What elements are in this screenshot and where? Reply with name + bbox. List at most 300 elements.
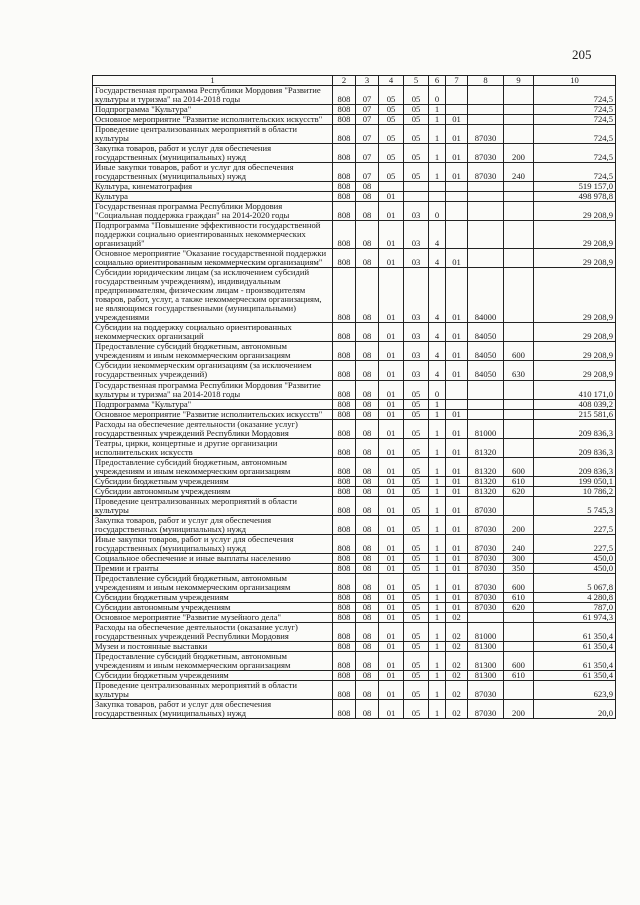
- cell-ministry: 808: [333, 202, 356, 221]
- cell-section: 08: [356, 361, 379, 380]
- cell-section: 08: [356, 182, 379, 192]
- cell-section: 08: [356, 486, 379, 496]
- table-row: [93, 399, 616, 409]
- cell-section: 08: [356, 563, 379, 573]
- cell-description: Государственная программа Республики Мордовия "Социальная поддержка граждан" на 2014-2020 годы: [93, 202, 333, 221]
- cell-activity: 01: [446, 553, 468, 563]
- cell-activity: [446, 86, 468, 105]
- cell-direction: 81320: [468, 438, 504, 457]
- cell-direction: [468, 115, 504, 125]
- cell-description: Субсидии автономным учреждениям: [93, 602, 333, 612]
- cell-ministry: 808: [333, 602, 356, 612]
- cell-description: Предоставление субсидий бюджетным, автономным учреждениям и иным некоммерческим организациям: [93, 651, 333, 670]
- budget-table: [92, 75, 616, 719]
- cell-program: 05: [404, 457, 429, 476]
- cell-description: Основное мероприятие "Развитие музейного дела": [93, 612, 333, 622]
- cell-activity: 01: [446, 163, 468, 182]
- cell-direction: 84050: [468, 342, 504, 361]
- cell-program: 05: [404, 380, 429, 399]
- cell-activity: [446, 380, 468, 399]
- table-row: [93, 592, 616, 602]
- cell-subprogram: [429, 182, 446, 192]
- cell-expense-type: [504, 438, 534, 457]
- cell-expense-type: 200: [504, 515, 534, 534]
- cell-amount: 787,0: [534, 602, 616, 612]
- cell-ministry: 808: [333, 163, 356, 182]
- cell-program: 05: [404, 409, 429, 419]
- cell-section: 08: [356, 380, 379, 399]
- cell-program: 03: [404, 202, 429, 221]
- cell-subsection: 01: [379, 409, 404, 419]
- col-header: 9: [504, 76, 534, 86]
- cell-direction: 87030: [468, 592, 504, 602]
- cell-direction: 81320: [468, 486, 504, 496]
- cell-program: 05: [404, 115, 429, 125]
- cell-subsection: 05: [379, 86, 404, 105]
- cell-direction: [468, 221, 504, 249]
- cell-direction: 81300: [468, 641, 504, 651]
- cell-program: 05: [404, 700, 429, 719]
- table-row: [93, 192, 616, 202]
- cell-amount: 209 836,3: [534, 457, 616, 476]
- cell-ministry: 808: [333, 476, 356, 486]
- col-header: 1: [93, 76, 333, 86]
- cell-subprogram: 1: [429, 680, 446, 699]
- cell-ministry: 808: [333, 496, 356, 515]
- cell-expense-type: [504, 419, 534, 438]
- cell-expense-type: [504, 125, 534, 144]
- cell-amount: 450,0: [534, 563, 616, 573]
- cell-amount: 4 280,8: [534, 592, 616, 602]
- cell-amount: 5 067,8: [534, 573, 616, 592]
- cell-direction: 81000: [468, 419, 504, 438]
- cell-activity: 01: [446, 515, 468, 534]
- cell-program: 05: [404, 105, 429, 115]
- cell-expense-type: [504, 496, 534, 515]
- cell-section: 08: [356, 268, 379, 323]
- cell-activity: [446, 221, 468, 249]
- cell-subsection: 01: [379, 323, 404, 342]
- cell-subsection: 01: [379, 622, 404, 641]
- cell-activity: [446, 105, 468, 115]
- cell-activity: 01: [446, 563, 468, 573]
- cell-amount: 29 208,9: [534, 361, 616, 380]
- cell-description: Субсидии бюджетным учреждениям: [93, 670, 333, 680]
- cell-activity: 01: [446, 115, 468, 125]
- cell-section: 08: [356, 496, 379, 515]
- cell-amount: 5 745,3: [534, 496, 616, 515]
- cell-program: 03: [404, 249, 429, 268]
- cell-description: Подпрограмма "Повышение эффективности государственной поддержки социально ориентированных некоммерческих организаций": [93, 221, 333, 249]
- cell-ministry: 808: [333, 457, 356, 476]
- cell-direction: 87030: [468, 534, 504, 553]
- cell-subsection: 01: [379, 438, 404, 457]
- table-row: [93, 641, 616, 651]
- cell-expense-type: 600: [504, 457, 534, 476]
- cell-activity: 01: [446, 592, 468, 602]
- cell-description: Проведение централизованных мероприятий в области культуры: [93, 680, 333, 699]
- table-row: [93, 602, 616, 612]
- cell-direction: 87030: [468, 553, 504, 563]
- cell-program: 05: [404, 553, 429, 563]
- cell-expense-type: [504, 409, 534, 419]
- cell-subsection: 01: [379, 592, 404, 602]
- cell-ministry: 808: [333, 641, 356, 651]
- cell-subsection: 01: [379, 399, 404, 409]
- cell-ministry: 808: [333, 105, 356, 115]
- cell-ministry: 808: [333, 563, 356, 573]
- cell-amount: 724,5: [534, 115, 616, 125]
- cell-section: 08: [356, 202, 379, 221]
- table-row: [93, 612, 616, 622]
- cell-description: Субсидии автономным учреждениям: [93, 486, 333, 496]
- cell-section: 08: [356, 323, 379, 342]
- cell-subprogram: [429, 192, 446, 202]
- cell-subsection: 01: [379, 202, 404, 221]
- cell-amount: 61 974,3: [534, 612, 616, 622]
- cell-subprogram: 1: [429, 476, 446, 486]
- cell-description: Музеи и постоянные выставки: [93, 641, 333, 651]
- cell-activity: 01: [446, 496, 468, 515]
- table-row: [93, 670, 616, 680]
- cell-ministry: 808: [333, 115, 356, 125]
- cell-activity: 01: [446, 476, 468, 486]
- cell-subprogram: 1: [429, 553, 446, 563]
- cell-program: [404, 182, 429, 192]
- cell-expense-type: 630: [504, 361, 534, 380]
- cell-section: 08: [356, 573, 379, 592]
- cell-program: 05: [404, 622, 429, 641]
- cell-activity: 01: [446, 268, 468, 323]
- cell-section: 08: [356, 399, 379, 409]
- cell-ministry: 808: [333, 268, 356, 323]
- cell-direction: [468, 86, 504, 105]
- cell-subprogram: 1: [429, 438, 446, 457]
- table-row: [93, 268, 616, 323]
- cell-ministry: 808: [333, 553, 356, 563]
- cell-subsection: 01: [379, 457, 404, 476]
- cell-subprogram: 1: [429, 457, 446, 476]
- table-row: [93, 409, 616, 419]
- cell-subprogram: 0: [429, 380, 446, 399]
- cell-amount: 29 208,9: [534, 268, 616, 323]
- cell-section: 08: [356, 670, 379, 680]
- cell-direction: 84050: [468, 361, 504, 380]
- cell-expense-type: 300: [504, 553, 534, 563]
- cell-subprogram: 1: [429, 409, 446, 419]
- cell-description: Основное мероприятие "Развитие исполнительских искусств": [93, 115, 333, 125]
- cell-activity: 01: [446, 457, 468, 476]
- table-row: [93, 202, 616, 221]
- cell-direction: 87030: [468, 563, 504, 573]
- cell-subsection: 01: [379, 670, 404, 680]
- cell-expense-type: [504, 105, 534, 115]
- table-row: [93, 553, 616, 563]
- cell-ministry: 808: [333, 399, 356, 409]
- cell-ministry: 808: [333, 573, 356, 592]
- cell-direction: [468, 202, 504, 221]
- cell-amount: 227,5: [534, 515, 616, 534]
- table-row: [93, 163, 616, 182]
- cell-subsection: 01: [379, 651, 404, 670]
- cell-subsection: 01: [379, 553, 404, 563]
- cell-program: 05: [404, 573, 429, 592]
- cell-subsection: 05: [379, 105, 404, 115]
- cell-description: Иные закупки товаров, работ и услуг для обеспечения государственных (муниципальных) нужд: [93, 163, 333, 182]
- cell-description: Премии и гранты: [93, 563, 333, 573]
- table-row: [93, 342, 616, 361]
- cell-ministry: 808: [333, 249, 356, 268]
- cell-program: 05: [404, 534, 429, 553]
- cell-description: Культура, кинематография: [93, 182, 333, 192]
- cell-ministry: 808: [333, 342, 356, 361]
- cell-program: 05: [404, 651, 429, 670]
- cell-expense-type: [504, 323, 534, 342]
- cell-amount: 519 157,0: [534, 182, 616, 192]
- cell-expense-type: 350: [504, 563, 534, 573]
- cell-description: Основное мероприятие "Оказание государственной поддержки социально ориентированным некоммерческим организациям": [93, 249, 333, 268]
- cell-activity: 01: [446, 125, 468, 144]
- cell-program: 05: [404, 486, 429, 496]
- cell-program: 05: [404, 144, 429, 163]
- cell-program: 05: [404, 125, 429, 144]
- budget-table-container: [92, 75, 615, 719]
- cell-expense-type: [504, 612, 534, 622]
- cell-program: [404, 192, 429, 202]
- cell-expense-type: [504, 182, 534, 192]
- cell-activity: 01: [446, 602, 468, 612]
- cell-description: Расходы на обеспечение деятельности (оказание услуг) государственных учреждений Республики Мордовия: [93, 419, 333, 438]
- cell-amount: 498 978,8: [534, 192, 616, 202]
- cell-program: 05: [404, 592, 429, 602]
- table-row: [93, 380, 616, 399]
- cell-expense-type: [504, 192, 534, 202]
- cell-description: Государственная программа Республики Мордовия "Развитие культуры и туризма" на 2014-2018 годы: [93, 86, 333, 105]
- cell-description: Закупка товаров, работ и услуг для обеспечения государственных (муниципальных) нужд: [93, 700, 333, 719]
- cell-program: 05: [404, 670, 429, 680]
- table-row: [93, 249, 616, 268]
- cell-direction: 87030: [468, 496, 504, 515]
- cell-subprogram: 1: [429, 486, 446, 496]
- cell-ministry: 808: [333, 651, 356, 670]
- cell-expense-type: [504, 622, 534, 641]
- cell-section: 08: [356, 419, 379, 438]
- cell-section: 07: [356, 105, 379, 115]
- cell-amount: 61 350,4: [534, 622, 616, 641]
- cell-program: 05: [404, 563, 429, 573]
- cell-section: 08: [356, 641, 379, 651]
- cell-ministry: 808: [333, 323, 356, 342]
- cell-expense-type: 200: [504, 144, 534, 163]
- cell-direction: [468, 409, 504, 419]
- cell-program: 05: [404, 496, 429, 515]
- cell-section: 08: [356, 700, 379, 719]
- cell-subsection: 05: [379, 115, 404, 125]
- cell-subprogram: 1: [429, 670, 446, 680]
- cell-direction: 87030: [468, 515, 504, 534]
- cell-description: Подпрограмма "Культура": [93, 105, 333, 115]
- cell-amount: 29 208,9: [534, 249, 616, 268]
- cell-program: 05: [404, 515, 429, 534]
- cell-direction: 87030: [468, 163, 504, 182]
- cell-subprogram: 0: [429, 202, 446, 221]
- table-row: [93, 622, 616, 641]
- cell-description: Предоставление субсидий бюджетным, автономным учреждениям и иным некоммерческим организациям: [93, 573, 333, 592]
- cell-amount: 61 350,4: [534, 641, 616, 651]
- cell-amount: 61 350,4: [534, 670, 616, 680]
- cell-subprogram: 1: [429, 612, 446, 622]
- cell-activity: [446, 182, 468, 192]
- table-row: [93, 323, 616, 342]
- cell-amount: 10 786,2: [534, 486, 616, 496]
- cell-description: Театры, цирки, концертные и другие организации исполнительских искусств: [93, 438, 333, 457]
- cell-amount: 61 350,4: [534, 651, 616, 670]
- cell-amount: 20,0: [534, 700, 616, 719]
- cell-subsection: 01: [379, 361, 404, 380]
- cell-ministry: 808: [333, 361, 356, 380]
- cell-description: Субсидии на поддержку социально ориентированных некоммерческих организаций: [93, 323, 333, 342]
- cell-subsection: 01: [379, 249, 404, 268]
- cell-ministry: 808: [333, 419, 356, 438]
- cell-subprogram: 1: [429, 115, 446, 125]
- cell-expense-type: [504, 115, 534, 125]
- cell-amount: 227,5: [534, 534, 616, 553]
- cell-subsection: 01: [379, 496, 404, 515]
- cell-direction: [468, 192, 504, 202]
- cell-ministry: 808: [333, 680, 356, 699]
- cell-amount: 623,9: [534, 680, 616, 699]
- cell-amount: 724,5: [534, 144, 616, 163]
- table-row: [93, 651, 616, 670]
- cell-subsection: 01: [379, 476, 404, 486]
- cell-section: 08: [356, 515, 379, 534]
- cell-subprogram: 1: [429, 125, 446, 144]
- cell-subsection: 01: [379, 680, 404, 699]
- cell-section: 08: [356, 221, 379, 249]
- cell-subsection: 01: [379, 641, 404, 651]
- cell-activity: 02: [446, 622, 468, 641]
- cell-ministry: 808: [333, 612, 356, 622]
- cell-direction: [468, 105, 504, 115]
- cell-amount: 29 208,9: [534, 323, 616, 342]
- cell-activity: 01: [446, 144, 468, 163]
- cell-activity: 01: [446, 323, 468, 342]
- cell-expense-type: [504, 221, 534, 249]
- cell-ministry: 808: [333, 221, 356, 249]
- col-header: 10: [534, 76, 616, 86]
- cell-expense-type: [504, 249, 534, 268]
- cell-section: 08: [356, 342, 379, 361]
- cell-subprogram: 4: [429, 323, 446, 342]
- cell-program: 05: [404, 612, 429, 622]
- cell-program: 05: [404, 163, 429, 182]
- cell-activity: 01: [446, 534, 468, 553]
- cell-direction: 84050: [468, 323, 504, 342]
- cell-subprogram: 1: [429, 651, 446, 670]
- cell-subsection: 05: [379, 163, 404, 182]
- cell-section: 07: [356, 86, 379, 105]
- col-header: 7: [446, 76, 468, 86]
- cell-subprogram: 0: [429, 86, 446, 105]
- cell-ministry: 808: [333, 125, 356, 144]
- cell-expense-type: 240: [504, 534, 534, 553]
- cell-section: 08: [356, 438, 379, 457]
- cell-subprogram: 4: [429, 268, 446, 323]
- table-row: [93, 105, 616, 115]
- cell-subsection: 01: [379, 700, 404, 719]
- col-header: 2: [333, 76, 356, 86]
- cell-program: 05: [404, 419, 429, 438]
- cell-expense-type: 240: [504, 163, 534, 182]
- cell-subsection: 05: [379, 125, 404, 144]
- cell-subprogram: 1: [429, 602, 446, 612]
- cell-activity: 01: [446, 361, 468, 380]
- cell-direction: 84000: [468, 268, 504, 323]
- cell-ministry: 808: [333, 192, 356, 202]
- cell-direction: [468, 399, 504, 409]
- cell-description: Иные закупки товаров, работ и услуг для обеспечения государственных (муниципальных) нужд: [93, 534, 333, 553]
- cell-program: 05: [404, 399, 429, 409]
- col-header: 8: [468, 76, 504, 86]
- cell-amount: 724,5: [534, 86, 616, 105]
- cell-description: Субсидии бюджетным учреждениям: [93, 476, 333, 486]
- cell-description: Закупка товаров, работ и услуг для обеспечения государственных (муниципальных) нужд: [93, 144, 333, 163]
- cell-subsection: 01: [379, 380, 404, 399]
- table-row: [93, 700, 616, 719]
- page-number: 205: [572, 47, 592, 62]
- cell-direction: 81320: [468, 476, 504, 486]
- cell-description: Социальное обеспечение и иные выплаты населению: [93, 553, 333, 563]
- cell-subsection: 01: [379, 612, 404, 622]
- cell-section: 08: [356, 622, 379, 641]
- cell-subprogram: 4: [429, 249, 446, 268]
- cell-amount: 408 039,2: [534, 399, 616, 409]
- cell-subprogram: 4: [429, 221, 446, 249]
- table-row: [93, 125, 616, 144]
- cell-subprogram: 1: [429, 592, 446, 602]
- cell-subsection: 01: [379, 342, 404, 361]
- cell-expense-type: [504, 680, 534, 699]
- cell-activity: 01: [446, 438, 468, 457]
- cell-subsection: 01: [379, 221, 404, 249]
- cell-direction: 87030: [468, 680, 504, 699]
- cell-description: Проведение централизованных мероприятий в области культуры: [93, 496, 333, 515]
- cell-direction: 87030: [468, 144, 504, 163]
- cell-amount: 199 050,1: [534, 476, 616, 486]
- cell-activity: 02: [446, 612, 468, 622]
- cell-direction: [468, 612, 504, 622]
- cell-direction: [468, 249, 504, 268]
- cell-activity: 01: [446, 249, 468, 268]
- cell-program: 03: [404, 361, 429, 380]
- cell-amount: 29 208,9: [534, 221, 616, 249]
- cell-subprogram: 1: [429, 105, 446, 115]
- cell-activity: [446, 192, 468, 202]
- cell-section: 08: [356, 651, 379, 670]
- cell-subsection: 01: [379, 268, 404, 323]
- cell-amount: 724,5: [534, 105, 616, 115]
- cell-expense-type: [504, 380, 534, 399]
- cell-description: Культура: [93, 192, 333, 202]
- cell-program: 05: [404, 438, 429, 457]
- cell-direction: 87030: [468, 125, 504, 144]
- cell-ministry: 808: [333, 622, 356, 641]
- cell-expense-type: [504, 399, 534, 409]
- cell-description: Проведение централизованных мероприятий в области культуры: [93, 125, 333, 144]
- cell-subsection: 01: [379, 419, 404, 438]
- cell-ministry: 808: [333, 700, 356, 719]
- cell-subprogram: 1: [429, 700, 446, 719]
